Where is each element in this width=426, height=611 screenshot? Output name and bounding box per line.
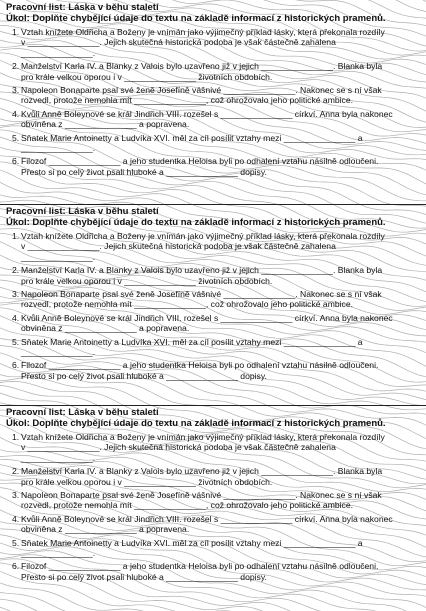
question-text-line: Napoleon Bonaparte psal své ženě Josefíně vášnivé _______________. Nakonec se s ní však: [21, 490, 382, 501]
question-text-line: v _______________. Jejich skutečná historická podoba je však částečně zahalena: [21, 241, 336, 252]
question-item: [12, 538, 418, 559]
question-item: [12, 490, 418, 511]
worksheet-copy-3: [0, 405, 426, 603]
question-number: 6.: [12, 156, 20, 167]
question-item: [12, 156, 418, 177]
question-number: 1.: [12, 432, 20, 442]
task-instruction: Úkol: Doplňte chybějící údaje do textu na základě informací z historických pramenů.: [6, 13, 386, 24]
question-text-line: rozvedl, protože nemohla mít _______________, což ohrožovalo jeho politické ambice.: [21, 500, 354, 511]
question-item: [12, 27, 418, 58]
question-text-line: Manželství Karla IV. a Blanky z Valois bylo uzavřeno již v jejich _______________. Blanka byla: [21, 61, 383, 72]
question-text-line: Vztah knížete Oldřicha a Boženy je vnímán jako výjimečný příklad lásky, která překonala rozdíly: [21, 27, 385, 37]
question-item: [12, 85, 418, 106]
question-number: 4.: [12, 312, 20, 323]
question-text-line: obviněna z _______________ a popravena.: [21, 524, 190, 535]
question-text-line: Kvůli Anně Boleynové se král Jindřich VIII. rozešel s _______________ církví. Anna byla nakonec: [21, 513, 393, 524]
question-item: [12, 337, 418, 358]
question-list: [12, 432, 418, 585]
question-number: 1.: [12, 27, 20, 37]
question-number: 5.: [12, 132, 20, 143]
question-number: 4.: [12, 108, 20, 119]
question-item: [12, 61, 418, 82]
question-text-line: _______________.: [21, 143, 96, 154]
question-text-line: Vztah knížete Oldřicha a Boženy je vnímán jako výjimečný příklad lásky, která překonala rozdíly: [21, 432, 385, 442]
question-text-line: v _______________. Jejich skutečná historická podoba je však částečně zahalena: [21, 37, 336, 48]
question-text-line: rozvedl, protože nemohla mít _______________, což ohrožovalo jeho politické ambice.: [21, 95, 354, 106]
question-text-line: Sňatek Marie Antoinetty a Ludvíka XVI. měl za cíl posílit vztahy mezi _______________ a: [21, 336, 363, 347]
question-number: 2.: [12, 61, 20, 72]
task-instruction: Úkol: Doplňte chybějící údaje do textu na základě informací z historických pramenů.: [6, 217, 386, 228]
question-number: 2.: [12, 265, 20, 276]
question-text-line: Přesto si po celý život psali hluboké a _______________ dopisy.: [21, 370, 267, 381]
worksheet-title: Pracovní list: Láska v běhu staletí: [6, 206, 159, 217]
question-number: 1.: [12, 231, 20, 241]
worksheet-title: Pracovní list: Láska v běhu staletí: [6, 2, 159, 13]
question-text-line: Vztah knížete Oldřicha a Boženy je vnímán jako výjimečný příklad lásky, která překonala rozdíly: [21, 231, 385, 241]
question-text-line: Filozof _______________ a jeho studentka Heloisa byli po odhalení vztahu násilně odloučeni.: [21, 561, 379, 572]
question-item: [12, 360, 418, 381]
question-item: [12, 561, 418, 582]
question-item: [12, 313, 418, 334]
question-number: 3.: [12, 289, 20, 300]
question-text-line: _______________.: [21, 452, 96, 463]
question-text-line: Filozof _______________ a jeho studentka Heloisa byli po odhalení vztahu násilně odloučeni.: [21, 360, 379, 371]
question-number: 6.: [12, 561, 20, 572]
sheet-divider: [0, 405, 426, 406]
question-text-line: Kvůli Anně Boleynové se král Jindřich VIII. rozešel s _______________ církví. Anna byla nakonec: [21, 108, 393, 119]
question-text-line: Manželství Karla IV. a Blanky z Valois bylo uzavřeno již v jejich _______________. Blanka byla: [21, 466, 383, 477]
sheet-divider: [0, 204, 426, 205]
question-number: 3.: [12, 85, 20, 96]
question-list: [12, 27, 418, 180]
question-text-line: Filozof _______________ a jeho studentka Heloisa byli po odhalení vztahu násilně odloučeni.: [21, 156, 379, 167]
question-text-line: Sňatek Marie Antoinetty a Ludvíka XVI. měl za cíl posílit vztahy mezi _______________ a: [21, 132, 363, 143]
question-text-line: Sňatek Marie Antoinetty a Ludvíka XVI. měl za cíl posílit vztahy mezi _______________ a: [21, 537, 363, 548]
worksheet-copy-1: [0, 0, 426, 198]
question-number: 5.: [12, 336, 20, 347]
question-number: 6.: [12, 360, 20, 371]
question-item: [12, 432, 418, 463]
question-text-line: rozvedl, protože nemohla mít _______________, což ohrožovalo jeho politické ambice.: [21, 299, 354, 310]
question-text-line: _______________.: [21, 548, 96, 559]
question-number: 2.: [12, 466, 20, 477]
question-list: [12, 231, 418, 384]
question-text-line: _______________.: [21, 47, 96, 58]
question-text-line: pro krále velkou oporou i v _______________ životních obdobích.: [21, 476, 273, 487]
question-item: [12, 231, 418, 262]
question-item: [12, 466, 418, 487]
question-text-line: _______________.: [21, 347, 96, 358]
question-text-line: obviněna z _______________ a popravena.: [21, 119, 190, 130]
question-item: [12, 289, 418, 310]
question-text-line: Napoleon Bonaparte psal své ženě Josefíně vášnivé _______________. Nakonec se s ní však: [21, 289, 382, 300]
question-text-line: _______________.: [21, 251, 96, 262]
question-text-line: Napoleon Bonaparte psal své ženě Josefíně vášnivé _______________. Nakonec se s ní však: [21, 85, 382, 96]
question-text-line: Přesto si po celý život psali hluboké a _______________ dopisy.: [21, 166, 267, 177]
task-instruction: Úkol: Doplňte chybějící údaje do textu na základě informací z historických pramenů.: [6, 418, 386, 429]
question-text-line: Kvůli Anně Boleynové se král Jindřich VIII. rozešel s _______________ církví. Anna byla nakonec: [21, 312, 393, 323]
question-number: 5.: [12, 537, 20, 548]
question-text-line: Přesto si po celý život psali hluboké a _______________ dopisy.: [21, 571, 267, 582]
question-item: [12, 109, 418, 130]
question-text-line: pro krále velkou oporou i v _______________ životních obdobích.: [21, 71, 273, 82]
worksheet-title: Pracovní list: Láska v běhu staletí: [6, 407, 159, 418]
question-item: [12, 514, 418, 535]
question-text-line: pro krále velkou oporou i v _______________ životních obdobích.: [21, 275, 273, 286]
question-text-line: v _______________. Jejich skutečná historická podoba je však částečně zahalena: [21, 442, 336, 453]
question-text-line: obviněna z _______________ a popravena.: [21, 323, 190, 334]
question-item: [12, 265, 418, 286]
question-item: [12, 133, 418, 154]
question-text-line: Manželství Karla IV. a Blanky z Valois bylo uzavřeno již v jejich _______________. Blanka byla: [21, 265, 383, 276]
question-number: 4.: [12, 513, 20, 524]
worksheet-copy-2: [0, 204, 426, 402]
question-number: 3.: [12, 490, 20, 501]
